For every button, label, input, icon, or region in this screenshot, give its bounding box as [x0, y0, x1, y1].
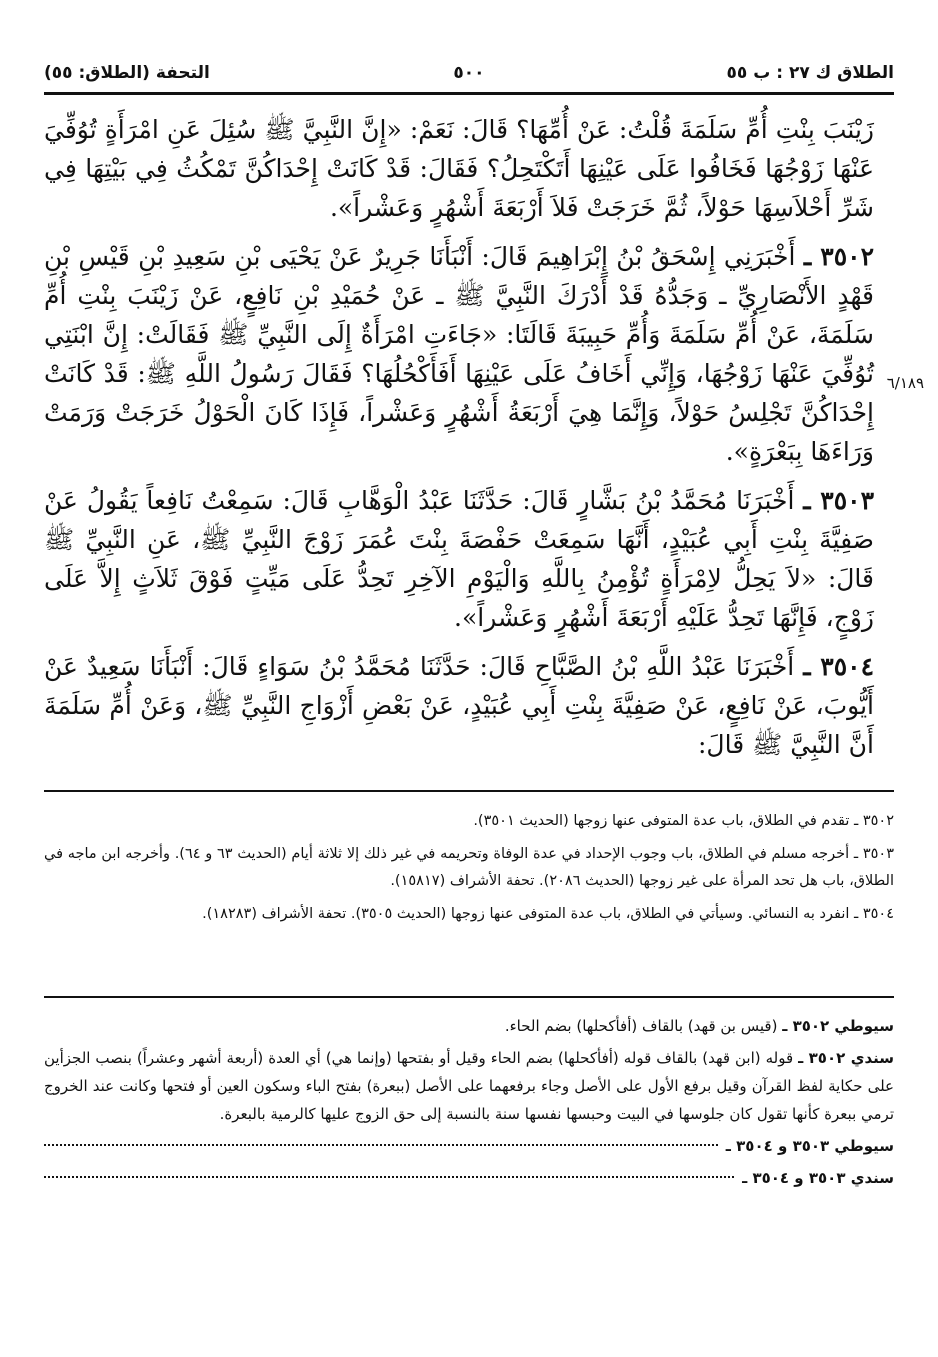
hadith-text: أَخْبَرَنَا عَبْدُ اللَّهِ بْنُ الصَّبَّاحِ قَالَ: حَدَّثَنَا مُحَمَّدُ بْنُ سَوَاءٍ قَالَ: أَنْبَأَنَا سَعِيدٌ عَنْ أَيُّوبَ، عَنْ نَافِعٍ، عَنْ صَفِيَّةَ بِنْتِ أَبِي عُبَيْدٍ، عَنْ بَعْضِ أَزْوَاجِ النَّبِيِّ ﷺ، وَعَنْ أُمِّ سَلَمَةَ أَنَّ النَّبِيَّ ﷺ قَالَ: [44, 652, 874, 759]
commentary-label: سندي ٣٥٠٣ و ٣٥٠٤ ـ [742, 1169, 894, 1187]
hadith-text-block [44, 110, 874, 774]
commentary-rule [44, 996, 894, 998]
hadith-text: أَخْبَرَنِي إِسْحَقُ بْنُ إِبْرَاهِيمَ قَالَ: أَنْبَأَنَا جَرِيرٌ عَنْ يَحْيَى بْنِ سَعِيدِ بْنِ قَيْسِ بْنِ قَهْدٍ الأَنْصَارِيِّ ـ وَجَدُّهُ قَدْ أَدْرَكَ النَّبِيَّ ﷺ ـ عَنْ حُمَيْدِ بْنِ نَافِعٍ، عَنْ زَيْنَبَ بِنْتِ أُمِّ سَلَمَةَ، عَنْ أُمِّ سَلَمَةَ وَأُمِّ حَبِيبَةَ قَالَتَا: «جَاءَتِ امْرَأَةٌ إِلَى النَّبِيِّ ﷺ فَقَالَتْ: إِنَّ ابْنَتِي تُوُفِّيَ عَنْهَا زَوْجُهَا، وَإِنِّي أَخَافُ عَلَى عَيْنِهَا أَفَأَكْحُلُهَا؟ فَقَالَ رَسُولُ اللَّهِ ﷺ: قَدْ كَانَتْ إِحْدَاكُنَّ تَجْلِسُ حَوْلاً، وَإِنَّمَا هِيَ أَرْبَعَةُ أَشْهُرٍ وَعَشْراً، فَإِذَا كَانَ الْحَوْلُ خَرَجَتْ وَرَمَتْ وَرَاءَهَا بِبَعْرَةٍ». [44, 242, 874, 466]
footnote: ٣٥٠٢ ـ تقدم في الطلاق، باب عدة المتوفى عنها زوجها (الحديث ٣٥٠١). [473, 813, 894, 829]
commentary-entry [44, 1012, 894, 1040]
header-rule [44, 92, 894, 95]
commentary-label: سيوطي ٣٥٠٢ ـ [782, 1017, 894, 1035]
hadith-number: ٣٥٠٤ ـ [803, 652, 875, 681]
commentary-entry [44, 1164, 894, 1192]
hadith-paragraph [44, 110, 874, 227]
dotted-leader [44, 1144, 718, 1146]
commentary-text: (قيس بن قهد) بالقاف (أفأكحلها) بضم الحاء. [504, 1017, 778, 1035]
commentary-label: سندي ٣٥٠٢ ـ [798, 1049, 894, 1067]
page-number: ٥٠٠ [453, 63, 485, 83]
footnote-rule [44, 790, 894, 792]
header-tuhfa-ref: التحفة (الطلاق: ٥٥) [44, 63, 210, 83]
footnote: ٣٥٠٤ ـ انفرد به النسائي. وسيأتي في الطلاق، باب عدة المتوفى عنها زوجها (الحديث ٣٥٠٥). تحفة الأشراف (١٨٢٨٣). [202, 906, 894, 922]
hadith-paragraph [44, 647, 874, 764]
hadith-number: ٣٥٠٣ ـ [803, 486, 874, 515]
commentary-text: قوله (ابن قهد) بالقاف قوله (أفأكحلها) بضم الحاء وقيل أو بفتحها (وإنما هي) أي العدة (أربعة أشهر وعشراً) بنصب الجزأين على حكاية لفظ القرآن وقيل برفع الأول على الأصل وجاء برفعهما على الأصل (ببعرة) بفتح الباء وسكون العين أو فتحها وكانت عند الخروج ترمي ببعرة كأنها تقول كان جلوسها في البيت وحبسها نفسها سنة بالنسبة إلى حق الزوج عليها كالرمية بالبعرة. [44, 1049, 894, 1123]
footnote: ٣٥٠٣ ـ أخرجه مسلم في الطلاق، باب وجوب الإحداد في عدة الوفاة وتحريمه في غير ذلك إلا ثلاثة أيام (الحديث ٦٣ و ٦٤). وأخرجه ابن ماجه في الطلاق، باب هل تحد المرأة على غير زوجها (الحديث ٢٠٨٦). تحفة الأشراف (١٥٨١٧). [44, 846, 894, 889]
margin-reference: ٦/١٨٩ [886, 374, 924, 392]
header-chapter: الطلاق ك ٢٧ : ب ٥٥ [726, 63, 894, 83]
hadith-text: زَيْنَبَ بِنْتِ أُمِّ سَلَمَةَ قُلْتُ: عَنْ أُمِّهَا؟ قَالَ: نَعَمْ: «إِنَّ النَّبِيَّ ﷺ سُئِلَ عَنِ امْرَأَةٍ تُوُفِّيَ عَنْهَا زَوْجُهَا فَخَافُوا عَلَى عَيْنِهَا أَتَكْتَحِلُ؟ فَقَالَ: قَدْ كَانَتْ إِحْدَاكُنَّ تَمْكُثُ فِي بَيْتِهَا فِي شَرِّ أَحْلاَسِهَا حَوْلاً، ثُمَّ خَرَجَتْ فَلاَ أَرْبَعَةَ أَشْهُرٍ وَعَشْراً». [44, 115, 874, 222]
commentary-label: سيوطي ٣٥٠٣ و ٣٥٠٤ ـ [725, 1137, 894, 1155]
hadith-text: أَخْبَرَنَا مُحَمَّدُ بْنُ بَشَّارٍ قَالَ: حَدَّثَنَا عَبْدُ الْوَهَّابِ قَالَ: سَمِعْتُ نَافِعاً يَقُولُ عَنْ صَفِيَّةَ بِنْتِ أَبِي عُبَيْدٍ، أَنَّهَا سَمِعَتْ حَفْصَةَ بِنْتَ عُمَرَ زَوْجَ النَّبِيِّ ﷺ، عَنِ النَّبِيِّ ﷺ قَالَ: «لاَ يَحِلُّ لاِمْرَأَةٍ تُؤْمِنُ بِاللَّهِ وَالْيَوْمِ الآخِرِ تَحِدُّ عَلَى مَيِّتٍ فَوْقَ ثَلاَثٍ إِلاَّ عَلَى زَوْجٍ، فَإِنَّهَا تَحِدُّ عَلَيْهِ أَرْبَعَةَ أَشْهُرٍ وَعَشْراً». [44, 486, 874, 632]
running-header [44, 56, 894, 90]
takhrij-footnotes [44, 808, 894, 934]
commentary-entry [44, 1044, 894, 1128]
commentary-block [44, 1012, 894, 1196]
commentary-entry [44, 1132, 894, 1160]
hadith-paragraph [44, 481, 874, 637]
dotted-leader [44, 1176, 734, 1178]
hadith-paragraph [44, 237, 874, 471]
hadith-number: ٣٥٠٢ ـ [803, 242, 874, 271]
